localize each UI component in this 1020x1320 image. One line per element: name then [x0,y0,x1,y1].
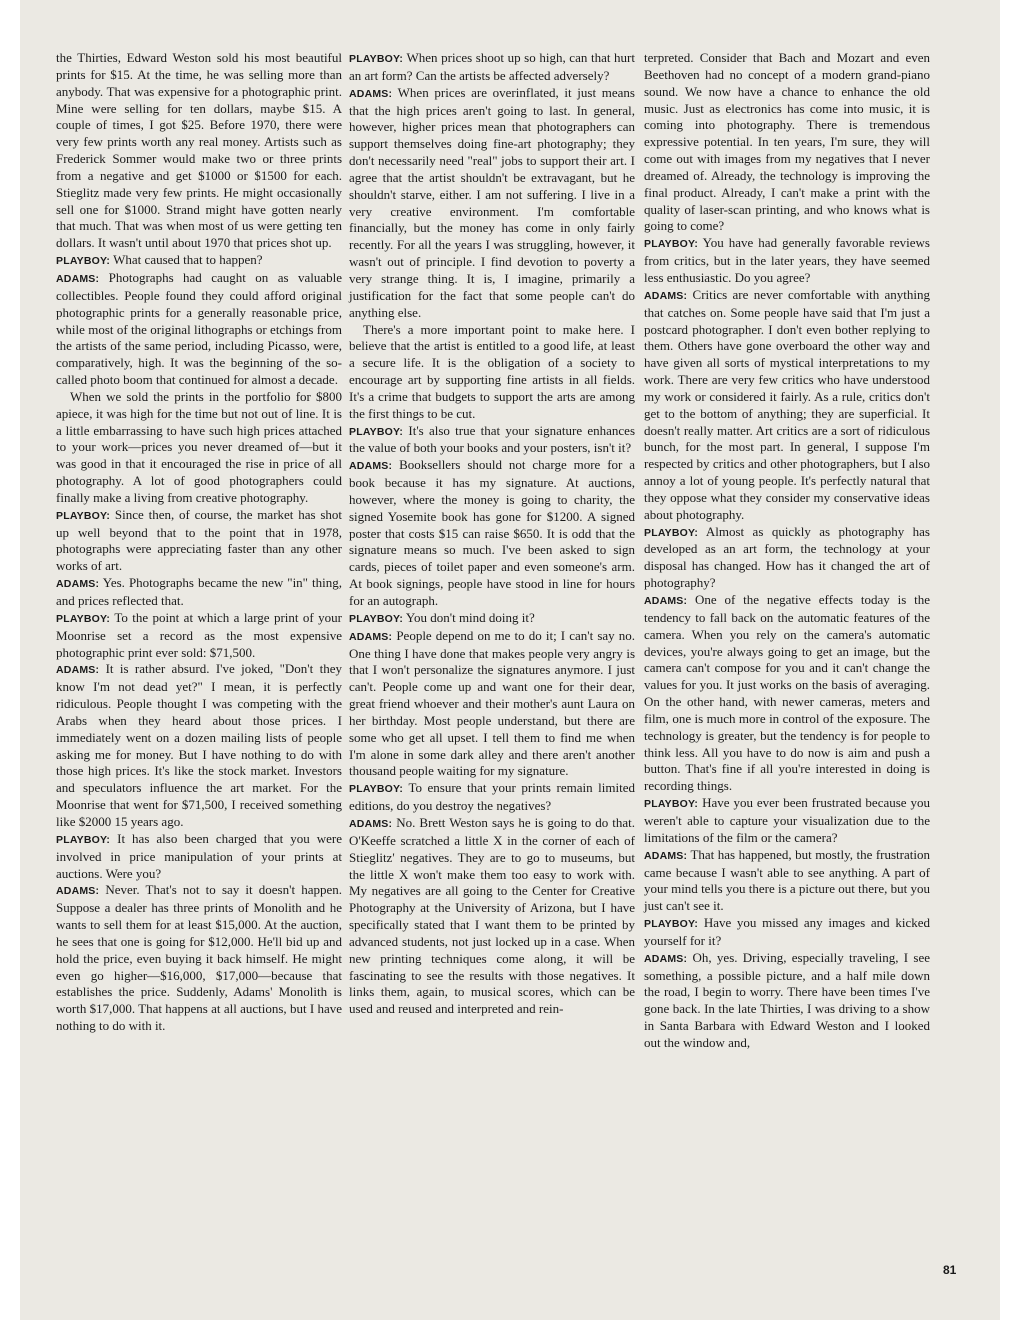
paragraph [644,592,930,795]
paragraph [349,628,635,781]
speaker-label: ADAMS: [349,87,393,100]
speaker-label: ADAMS: [56,272,100,285]
paragraph [644,847,930,915]
paragraph [56,831,342,883]
paragraph [56,575,342,610]
speaker-label: ADAMS: [56,664,100,677]
paragraph [349,457,635,610]
paragraph [56,882,342,1035]
speaker-label: ADAMS: [349,817,393,830]
paragraph-text: Yes. Photographs became the new "in" thing, and prices reflected that. [56,575,342,608]
paragraph-text: Almost as quickly as photography has developed as an art form, the technology at your disposal has changed. How has it changed the art of photography? [644,523,930,591]
speaker-label: PLAYBOY: [349,612,404,625]
paragraph-text: Photographs had caught on as valuable collectibles. People found they could afford original photographic prints for a generally reasonable price, while most of the original lithographs or etchings from the artists of the same period, including Picasso, were, comparatively, high. It was the beginning of the so-called photo boom that continued for almost a decade. [56,269,342,388]
paragraph-text: the Thirties, Edward Weston sold his most beautiful prints for $15. At the time, he was selling more than anybody. That was expensive for a photographic print. Mine were selling for ten dollars, maybe $15. A couple of times, I got $25. Before 1970, there were very few prints worth any real money. Artists such as Frederick Sommer would make two or three prints from a negative and get $1000 or $1500 for each. Stieglitz made very few prints. He might occasionally sell one for $1000. Strand might have gotten nearly that much. That was when most of us were getting ten dollars. It wasn't until about 1970 that prices shot up. [56,50,342,251]
speaker-label: PLAYBOY: [644,238,699,251]
paragraph-text: One of the negative effects today is the tendency to fall back on the automatic features of the camera. When you rely on the camera's automatic devices, you're always going to get an image, but the camera can't compose for you and it can't change the values for you. It just works on the basis of averaging. On the other hand, with newer cameras, meters and film, one is much more in control of the exposure. The technology is greater, but the tendency is for people to think less. All you have to do now is aim and push a button. That's fine if all you're interested in doing is recording things. [644,592,931,794]
paragraph [349,85,635,322]
paragraph [644,287,930,524]
speaker-label: PLAYBOY: [56,833,111,846]
paragraph [644,915,930,950]
speaker-label: PLAYBOY: [644,918,699,931]
text-column-1 [56,50,342,1035]
paragraph-text: People depend on me to do it; I can't say no. One thing I have done that makes people very angry is that I won't personalize the signatures anymore. I just can't. People come up and want one for their dear, great friend whoever and their mother's aunt Laura on her birthday. Most people understand, but there are some who get all upset. I tell them to find me when I'm alone in some dark alley and there aren't another thousand people waiting for my signature. [349,627,636,779]
paragraph-text: When prices shoot up so high, can that hurt an art form? Can the artists be affected adversely? [349,50,635,83]
paragraph [56,610,342,662]
paragraph-text: What caused that to happen? [113,252,263,268]
paragraph [349,610,635,628]
paragraph [56,661,342,830]
paragraph-text: Oh, yes. Driving, especially traveling, I see something, a possible picture, and a half mile down the road, I begin to worry. There have been times I've gone back. In the late Thirties, I was driving to a show in Santa Barbara with Edward Weston and I looked out the window and, [644,949,931,1050]
paragraph-text: When we sold the prints in the portfolio for $800 apiece, it was high for the time but not out of line. It is a little embarrassing to have such high prices attached to your work—prices you never dreamed of—but it was good in that it encouraged the rise in price of all photography. A lot of good photographers could finally make a living from creative photography. [56,388,342,505]
paragraph-text: Booksellers should not charge more for a book because it has my signature. At auctions, however, where the money is going to charity, the signed Yosemite book has gone for $1200. A signed poster that costs $15 can raise $650. It is odd that the signature means so much. I've been asked to sign cards, pieces of toilet paper and even someone's arm. At book signings, people have stood in line for hours for an autograph. [349,457,635,608]
paragraph-text: It has also been charged that you were involved in price manipulation of your prints at auctions. Were you? [56,830,343,881]
paragraph [56,389,342,507]
speaker-label: ADAMS: [56,885,100,898]
paragraph-text: No. Brett Weston says he is going to do that. O'Keeffe scratched a little X in the corner of each of Stieglitz' negatives. They are to go to museums, but the little X won't make them too easy to work with. My negatives are all going to the Center for Creative Photography at the University of Arizona, but I have specifically stated that I want them to be printed by advanced students, not just locked up in a case. When new printing techniques come along, it will be fascinating to see the results with those negatives. It links them, again, to musical scores, which can be used and reused and interpreted and rein- [349,814,635,1017]
paragraph [644,950,930,1052]
paragraph-text: Never. That's not to say it doesn't happen. Suppose a dealer has three prints of Monolith and he wants to sell them for at least $15,000. At the auction, he sees that one is going for $12,000. He'll bid up and hold the price, even buying it back himself. He might even go higher—$16,000, $17,000—because that establishes the price. Suddenly, Adams' Monolith is worth $17,000. That happens at all auctions, but I have nothing to do with it. [56,882,342,1034]
speaker-label: PLAYBOY: [56,255,111,268]
paragraph [56,270,342,389]
paragraph-text: You have had generally favorable reviews from critics, but in the later years, they have seemed less enthusiastic. Do you agree? [644,235,930,285]
paragraph-text: You don't mind doing it? [405,609,535,625]
speaker-label: ADAMS: [56,578,100,591]
speaker-label: ADAMS: [349,630,393,643]
paragraph-text: That has happened, but mostly, the frustration came because I wasn't able to see anything. A part of your mind tells you there is a picture out there, but you just can't see it. [644,846,930,914]
speaker-label: PLAYBOY: [349,425,404,438]
paragraph-text: To ensure that your prints remain limited editions, do you destroy the negatives? [349,780,635,814]
speaker-label: ADAMS: [644,595,688,607]
speaker-label: PLAYBOY: [56,509,111,522]
paragraph [644,795,930,847]
speaker-label: ADAMS: [644,849,688,862]
paragraph-text: It's also true that your signature enhances the value of both your books and your posters, isn't it? [349,422,636,456]
speaker-label: ADAMS: [644,289,688,302]
paragraph-text: Have you missed any images and kicked yourself for it? [644,915,930,948]
speaker-label: PLAYBOY: [644,526,699,539]
speaker-label: PLAYBOY: [56,612,111,625]
paragraph-text: It is rather absurd. I've joked, "Don't they know I'm not dead yet?" I mean, it is perfectly ridiculous. People thought I was competing with the Arabs when they heard about those prices. I immediately went on a dozen mailing lists of people asking me for money. But I have nothing to do with those high prices. It's like the stock market. Investors and speculators influence the art market. For the Moonrise that went for $71,500, I received something like $2000 15 years ago. [56,661,342,829]
paragraph-text: To the point at which a large print of your Moonrise set a record as the most expensive photographic print ever sold: $71,500. [56,609,343,660]
paragraph [56,252,342,270]
speaker-label: PLAYBOY: [349,53,404,65]
paragraph-text: terpreted. Consider that Bach and Mozart and even Beethoven had no concept of a modern grand-piano sound. We now have a chance to enhance the old music. Just as electronics has come into music, it is coming into photography. There is tremendous expressive potential. In ten years, I'm sure, they will come out with images from my negatives that I never dreamed of. Already, the technology is improving the final product. Already, I can't make a print with the quality of laser-scan printing, and who knows what is going to come? [644,50,930,234]
speaker-label: ADAMS: [349,460,393,473]
paragraph-text: There's a more important point to make here. I believe that the artist is entitled to a good life, at least a secure life. It is the obligation of a society to encourage art by supporting fine artists in all fields. It's a crime that budgets to support the arts are among the first things to be cut. [349,321,635,421]
paragraph [56,507,342,575]
paragraph-text: Have you ever been frustrated because you weren't able to capture your visualization due to the limitations of the film or the camera? [644,795,931,845]
paragraph-text: Since then, of course, the market has shot up well beyond that to the point that in 1978, photographs were appreciating faster than any other works of art. [56,506,342,574]
paragraph [644,50,930,235]
paragraph [349,423,635,458]
page-number: 81 [943,1263,957,1277]
speaker-label: PLAYBOY: [644,798,699,811]
paragraph [56,50,342,252]
text-column-2 [349,50,635,1018]
paragraph [349,50,635,85]
paragraph [644,524,930,592]
paragraph [644,235,930,287]
text-column-3 [644,50,930,1052]
speaker-label: PLAYBOY: [349,783,404,796]
speaker-label: ADAMS: [644,952,688,965]
paragraph-text: Critics are never comfortable with anything that catches on. Some people have said that I'm just a postcard photographer. I don't even bother replying to them. Others have gone overboard the other way and have given all sorts of mystical interpretations to my work. There are very few critics who have understood my work or considered it fairly. As a rule, critics don't get to the bottom of anything; they are superficial. It doesn't really matter. Art critics are a sort of ridiculous bunch, for the most part. In general, I suppose I'm respected by critics and other photographers, but I also annoy a lot of young people. It's perfectly natural that they oppose what they consider my conservative ideas about photography. [644,286,931,522]
paragraph [349,322,635,423]
magazine-page [20,0,1000,1320]
paragraph [349,815,635,1018]
paragraph-text: When prices are overinflated, it just means that the high prices aren't going to last. In general, however, higher prices mean that photographers can support themselves doing fine-art photography; they don't necessarily need "real" jobs to support their art. I agree that the artist shouldn't be extravagant, but he shouldn't starve, either. I am not suffering. I live in a very creative environment. I'm comfortable financially, but the money has come in only fairly recently. For all the years I was struggling, however, it wasn't out of principle. I find devotion to poverty a very strange thing. It is, I imagine, primarily a justification for the fact that some people can't do anything else. [349,84,635,320]
paragraph [349,780,635,815]
